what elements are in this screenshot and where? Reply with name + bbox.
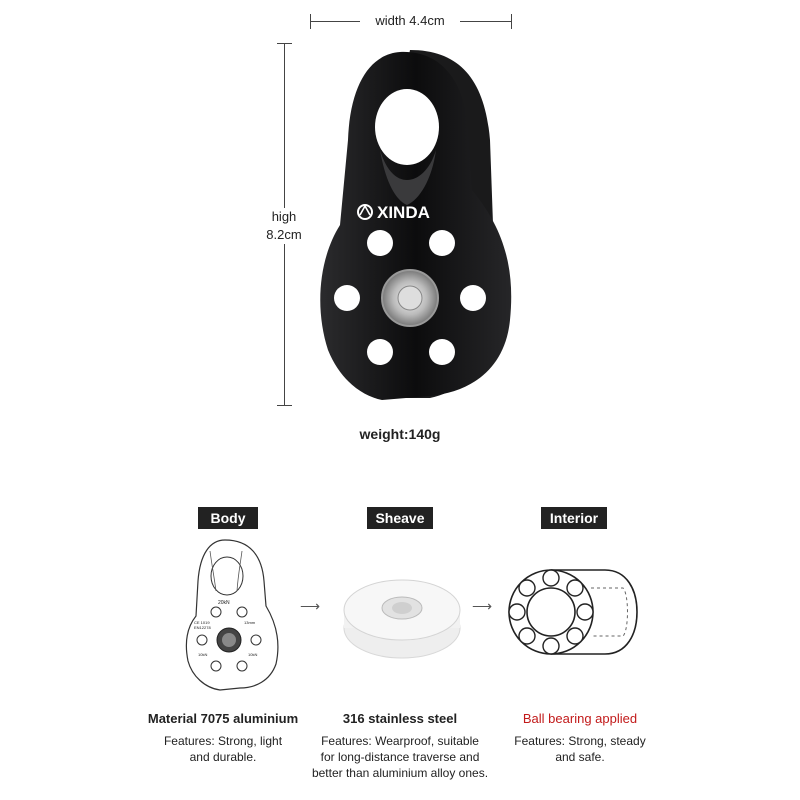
height-label-line2: 8.2cm bbox=[266, 227, 302, 242]
lightening-hole bbox=[367, 339, 393, 365]
sheave-features bbox=[290, 733, 510, 781]
body-features bbox=[130, 733, 316, 765]
tag-body: Body bbox=[198, 507, 258, 529]
width-tick-right bbox=[511, 14, 512, 29]
sheave-feature-line: Features: Wearproof, suitable bbox=[321, 734, 479, 748]
height-tick-top bbox=[277, 43, 292, 44]
lightening-hole bbox=[334, 285, 360, 311]
interior-feature-line: and safe. bbox=[555, 750, 605, 764]
height-label-line1: high bbox=[271, 209, 297, 224]
pulley-product-image bbox=[300, 40, 540, 420]
arrow-right-icon: ⟶ bbox=[472, 598, 493, 614]
body-feature-line: Features: Strong, light bbox=[163, 734, 283, 748]
sheave-title: 316 stainless steel bbox=[342, 711, 458, 726]
lightening-hole bbox=[367, 230, 393, 256]
svg-text:XINDA: XINDA bbox=[377, 203, 430, 222]
weight-label: weight:140g bbox=[359, 426, 441, 442]
sheave-feature-line: for long-distance traverse and bbox=[320, 750, 480, 764]
svg-text:EN12278: EN12278 bbox=[194, 625, 211, 630]
sheave-feature-line: better than aluminium alloy ones. bbox=[311, 766, 489, 780]
height-tick-bottom bbox=[277, 405, 292, 406]
svg-text:10kN: 10kN bbox=[198, 652, 208, 657]
tag-sheave: Sheave bbox=[367, 507, 433, 529]
width-tick-left bbox=[310, 14, 311, 29]
tag-interior: Interior bbox=[541, 507, 607, 529]
svg-text:10kN: 10kN bbox=[248, 652, 258, 657]
lightening-hole bbox=[460, 285, 486, 311]
interior-title: Ball bearing applied bbox=[522, 711, 638, 726]
svg-text:20kN: 20kN bbox=[218, 600, 230, 606]
sheave-image bbox=[340, 572, 464, 664]
svg-text:13mm: 13mm bbox=[244, 620, 256, 625]
interior-features bbox=[480, 733, 680, 765]
width-label: width 4.4cm bbox=[360, 13, 460, 28]
body-title: Material 7075 aluminium bbox=[147, 711, 299, 726]
attachment-hole bbox=[375, 89, 439, 165]
lightening-hole bbox=[429, 339, 455, 365]
lightening-hole bbox=[429, 230, 455, 256]
bearing-diagram bbox=[505, 566, 645, 658]
interior-feature-line: Features: Strong, steady bbox=[514, 734, 646, 748]
svg-text:CE 1019: CE 1019 bbox=[194, 620, 210, 625]
arrow-right-icon: ⟶ bbox=[300, 598, 321, 614]
body-sketch bbox=[180, 536, 280, 696]
body-feature-line: and durable. bbox=[189, 750, 257, 764]
